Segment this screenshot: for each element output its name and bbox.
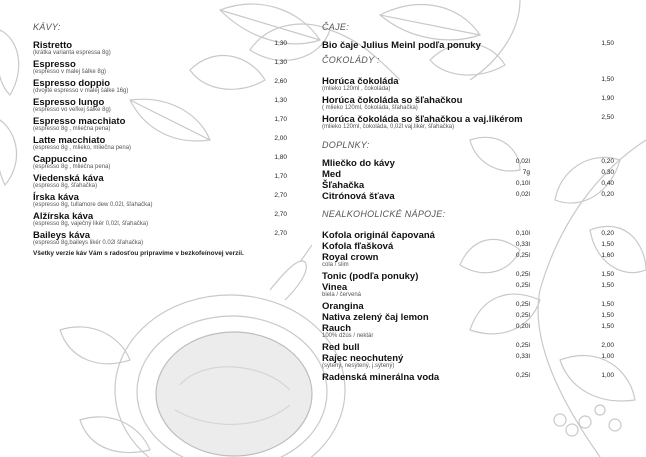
item-name: Ristretto (33, 40, 73, 51)
item-volume: 0,25l (515, 312, 530, 319)
item-volume: 0,25l (515, 301, 530, 308)
item-price: 1,90 (601, 95, 614, 102)
item-price: 1,50 (601, 312, 614, 319)
soft-drinks-section-title: NEALKOHOLICKÉ NÁPOJE: (322, 209, 446, 219)
extras-section-title: DOPLNKY: (322, 140, 370, 150)
extras-list (322, 156, 614, 200)
item-description: (espresso 8g, vaječný likér 0,02l, šľahačka) (33, 221, 149, 227)
item-description: (krátka varianta espressa 8g) (33, 50, 111, 56)
chocolate-section-title: ČOKOLÁDY : (322, 55, 380, 65)
item-price: 1,30 (274, 97, 287, 104)
coffee-item (33, 190, 287, 201)
item-name: Royal crown (322, 252, 379, 263)
item-name: Alžírska káva (33, 211, 94, 222)
extra-item (322, 156, 614, 167)
item-description: (espresso 8g, šľahačka) (33, 183, 98, 189)
item-volume: 0,25l (515, 252, 530, 259)
item-name: Cappuccino (33, 154, 88, 165)
item-volume: 0,25l (515, 372, 530, 379)
item-price: 1,50 (601, 241, 614, 248)
item-price: 2,60 (274, 78, 287, 85)
tea-section-title: ČAJE: (322, 22, 350, 32)
item-name: Írska káva (33, 192, 79, 203)
soft-drink-item (322, 269, 614, 280)
item-name: Horúca čokoláda (322, 76, 399, 87)
chocolate-item (322, 112, 614, 123)
soft-drink-item (322, 228, 614, 239)
item-name: Horúca čokoláda so šľahačkou (322, 95, 463, 106)
coffee-item (33, 228, 287, 239)
soft-drink-item (322, 239, 614, 250)
decaf-note: Všetky verzie káv Vám s radosťou pripravíme v bezkofeínovej verzii. (33, 250, 244, 257)
item-description: biela / červená (322, 292, 362, 298)
item-name: Vinea (322, 282, 348, 293)
item-description: (espresso 8g,baileys likér 0.02l šľahačka) (33, 240, 144, 246)
item-name: Bio čaje Julius Meinl podľa ponuky (322, 40, 481, 51)
item-price: 1,50 (601, 76, 614, 83)
item-name: Espresso (33, 59, 76, 70)
coffee-item (33, 209, 287, 220)
item-description: cola / slim (322, 262, 349, 268)
tea-list (322, 38, 614, 49)
item-name: Horúca čokoláda so šľahačkou a vaj.likérom (322, 114, 523, 125)
soft-drink-item (322, 250, 614, 261)
item-description: (espresso 8g , mliečna pena) (33, 126, 111, 132)
item-volume: 0,33l (515, 241, 530, 248)
item-name: Viedenská káva (33, 173, 104, 184)
soft-drink-item (322, 280, 614, 291)
item-name: Mliečko do kávy (322, 158, 395, 169)
extra-item (322, 167, 614, 178)
item-name: Espresso doppio (33, 78, 111, 89)
item-description: (mlieko 120ml, čokoláda, 0,02l vaj.likér, šľahačka) (322, 124, 455, 130)
coffee-item (33, 95, 287, 106)
item-price: 1,70 (274, 116, 287, 123)
item-price: 1,80 (274, 154, 287, 161)
item-price: 1,30 (274, 59, 287, 66)
coffee-section-title: KÁVY: (33, 22, 61, 32)
item-price: 2,70 (274, 192, 287, 199)
item-price: 2,50 (601, 114, 614, 121)
item-name: Kofola fľašková (322, 241, 394, 252)
item-name: Med (322, 169, 341, 180)
item-price: 1,50 (601, 271, 614, 278)
item-price: 2,00 (601, 342, 614, 349)
item-price: 0,20 (601, 158, 614, 165)
item-name: Baileys káva (33, 230, 91, 241)
item-name: Espresso lungo (33, 97, 105, 108)
coffee-item (33, 133, 287, 144)
item-volume: 0,25l (515, 271, 530, 278)
item-name: Nativa zelený čaj lemon (322, 312, 429, 323)
soft-drink-item (322, 340, 614, 351)
item-price: 1,50 (601, 40, 614, 47)
soft-drink-item (322, 310, 614, 321)
item-price: 2,70 (274, 230, 287, 237)
coffee-item (33, 57, 287, 68)
item-name: Espresso macchiato (33, 116, 126, 127)
extra-item (322, 189, 614, 200)
item-price: 1,50 (601, 282, 614, 289)
item-volume: 0,25l (515, 342, 530, 349)
item-volume: 0,25l (515, 282, 530, 289)
item-description: (espresso vo veľkej šálke 8g) (33, 107, 111, 113)
item-price: 0,20 (601, 230, 614, 237)
item-name: Radenská minerálna voda (322, 372, 440, 383)
chocolate-list (322, 74, 614, 131)
coffee-item (33, 76, 287, 87)
item-price: 1,00 (601, 353, 614, 360)
item-volume: 0,10l (515, 180, 530, 187)
item-name: Šľahačka (322, 180, 365, 191)
item-price: 1,70 (274, 173, 287, 180)
item-name: Tonic (podľa ponuky) (322, 271, 419, 282)
item-price: 1,50 (601, 323, 614, 330)
item-volume: 0,02l (515, 191, 530, 198)
item-description: (sýtený, nesýtený, j.sýtený) (322, 363, 395, 369)
item-price: 0,30 (601, 169, 614, 176)
item-price: 0,20 (601, 191, 614, 198)
right-column (322, 22, 614, 381)
extra-item (322, 178, 614, 189)
soft-drink-item (322, 351, 614, 362)
soft-drink-item (322, 321, 614, 332)
coffee-item (33, 171, 287, 182)
item-volume: 0,10l (515, 230, 530, 237)
soft-drinks-list (322, 228, 614, 381)
item-name: Rauch (322, 323, 352, 334)
item-name: Kofola originál čapovaná (322, 230, 435, 241)
coffee-list (33, 38, 287, 247)
item-price: 0,40 (601, 180, 614, 187)
item-name: Citrónová šťava (322, 191, 395, 202)
item-description: (mlieko 120ml , čokoláda) (322, 86, 391, 92)
soft-drink-item (322, 299, 614, 310)
item-name: Red bull (322, 342, 360, 353)
coffee-item (33, 152, 287, 163)
item-name: Rajec neochutený (322, 353, 404, 364)
item-description: ( mlieko 120ml, čokoláda, šľahačka) (322, 105, 418, 111)
item-description: (espresso v malej šálke 8g) (33, 69, 107, 75)
chocolate-item (322, 93, 614, 104)
item-price: 1,60 (601, 252, 614, 259)
item-price: 1,00 (601, 372, 614, 379)
item-description: (espresso 8g , mliečna pena) (33, 164, 111, 170)
item-price: 1,50 (601, 301, 614, 308)
item-description: (espresso 8g , mlieko, mliečna pena) (33, 145, 132, 151)
item-price: 2,70 (274, 211, 287, 218)
item-description: (espresso 8g, tullamore dew 0.02l, šľahačka) (33, 202, 153, 208)
item-description: (dvojité espresso v malej šálke 16g) (33, 88, 129, 94)
item-price: 2,00 (274, 135, 287, 142)
item-name: Latte macchiato (33, 135, 106, 146)
item-volume: 7g (522, 169, 530, 176)
item-description: 100% džús / nektár (322, 333, 374, 339)
item-volume: 0,33l (515, 353, 530, 360)
left-column (33, 22, 287, 257)
item-volume: 0,02l (515, 158, 530, 165)
coffee-item (33, 114, 287, 125)
item-price: 1,30 (274, 40, 287, 47)
item-name: Orangina (322, 301, 364, 312)
tea-item (322, 38, 614, 49)
soft-drink-item (322, 370, 614, 381)
chocolate-item (322, 74, 614, 85)
coffee-item (33, 38, 287, 49)
item-volume: 0,20l (515, 323, 530, 330)
